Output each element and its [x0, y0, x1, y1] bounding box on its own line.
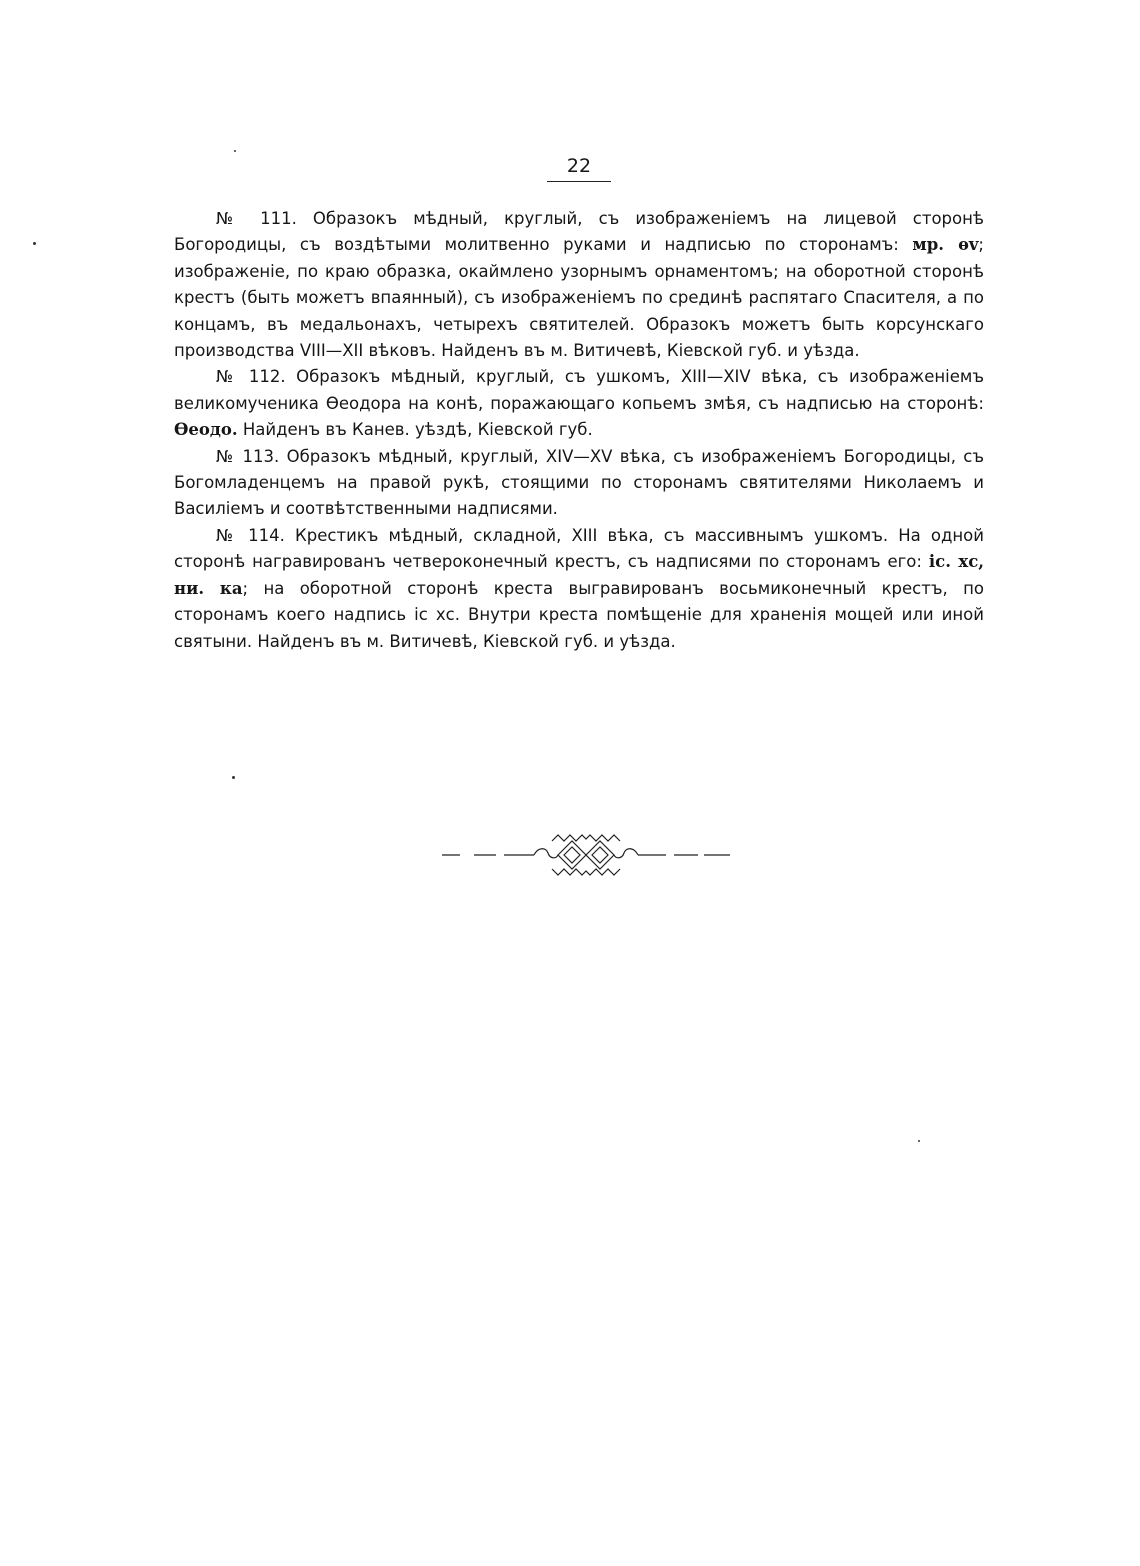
ornament-divider — [440, 830, 732, 880]
church-slavonic-inscription: іс. хс, ни. ка — [174, 552, 984, 598]
entry-text: № 114. Крестикъ мѣдный, складной, XIII вѣка, съ массивнымъ ушкомъ. На одной сторонѣ награвированъ четвероконечный крестъ, съ надписями по сторонамъ его: — [174, 525, 984, 572]
scan-speck — [918, 1140, 920, 1142]
entry-114 — [174, 523, 984, 655]
church-slavonic-inscription: мр. ѳv — [912, 235, 979, 255]
entry-text: ; на оборотной сторонѣ креста выгравированъ восьмиконечный крестъ, по сторонамъ коего надпись іс хс. Внутри креста помѣщеніе для храненія мощей или иной святыни. Найденъ въ м. Витичевѣ, Кіевской губ. и уѣзда. — [174, 578, 984, 651]
page-number: 22 — [547, 154, 611, 182]
entry-111 — [174, 206, 984, 364]
entry-text: Найденъ въ Канев. уѣздѣ, Кіевской губ. — [237, 420, 593, 440]
scan-speck — [232, 776, 235, 779]
entry-112 — [174, 364, 984, 443]
scan-speck — [33, 242, 36, 245]
church-slavonic-inscription: Ѳеодо. — [174, 420, 238, 440]
entry-text: ; изображеніе, по краю образка, окаймлено узорнымъ орнаментомъ; на оборотной сторонѣ крестъ (быть можетъ впаянный), съ изображеніемъ по срединѣ распятаго Спасителя, а по концамъ, въ медальонахъ, четырехъ святителей. Образокъ можетъ быть корсунскаго производства VIII—XII вѣковъ. Найденъ въ м. Витичевѣ, Кіевской губ. и уѣзда. — [174, 235, 984, 361]
catalog-entries — [174, 206, 984, 655]
scan-speck — [234, 150, 236, 152]
entry-text: № 111. Образокъ мѣдный, круглый, съ изображеніемъ на лицевой сторонѣ Богородицы, съ воздѣтыми молитвенно руками и надписью по сторонамъ: — [174, 209, 984, 255]
entry-113 — [174, 444, 984, 523]
entry-text: № 113. Образокъ мѣдный, круглый, XIV—XV вѣка, съ изображеніемъ Богородицы, съ Богомладенцемъ на правой рукѣ, стоящими по сторонамъ святителями Николаемъ и Василіемъ и соотвѣтственными надписями. — [174, 446, 984, 519]
entry-text: № 112. Образокъ мѣдный, круглый, съ ушкомъ, XIII—XIV вѣка, съ изображеніемъ великомученика Ѳеодора на конѣ, поражающаго копьемъ змѣя, съ надписью на сторонѣ: — [174, 367, 984, 413]
